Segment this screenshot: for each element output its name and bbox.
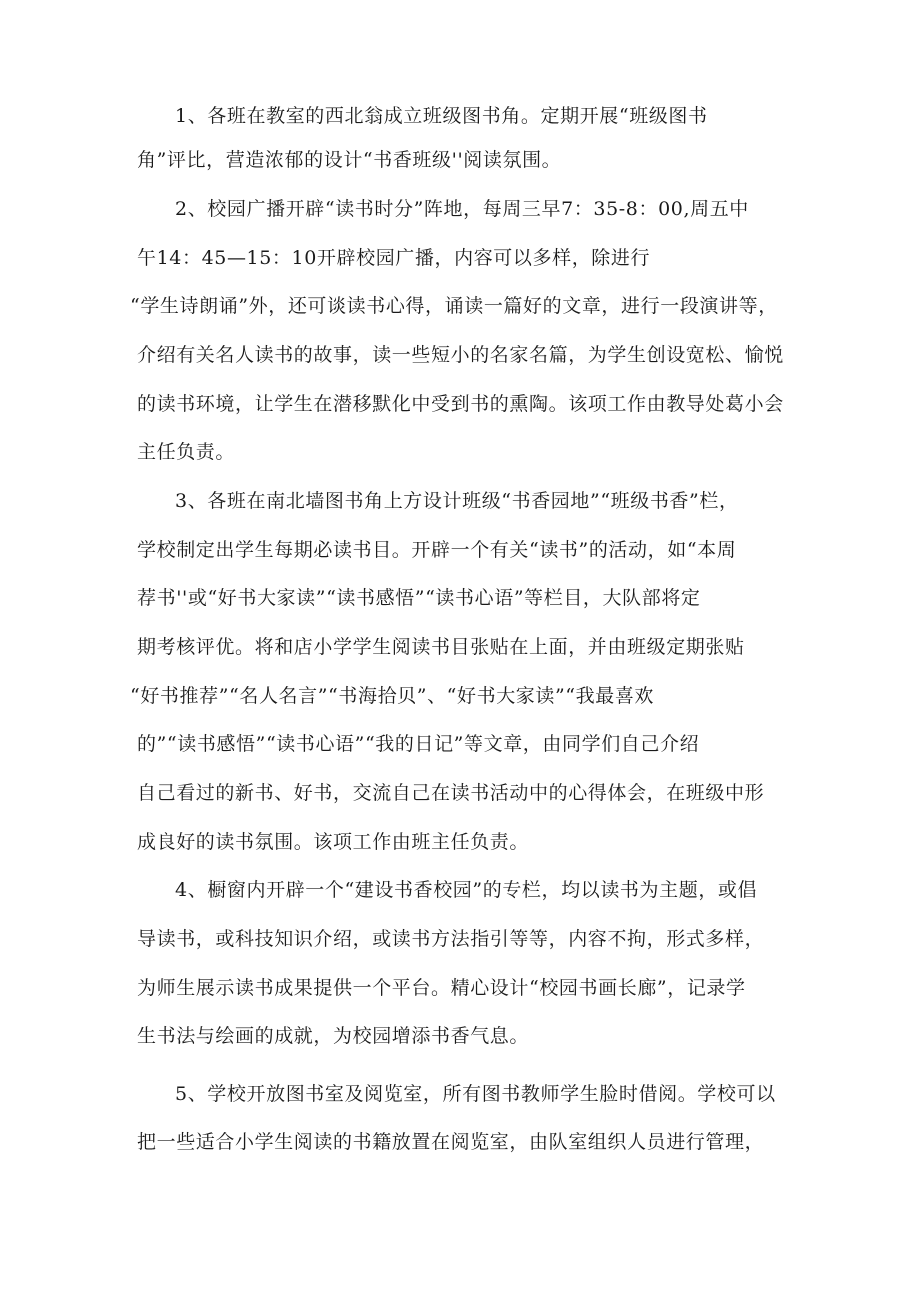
paragraph-3-line-6: 的”“读书感悟”“读书心语”“我的日记”等文章，由同学们自己介绍	[137, 733, 700, 755]
paragraph-2-line-2: 午14：45—15：10开辟校园广播，内容可以多样，除进行	[137, 247, 651, 269]
paragraph-5-line-2: 把一些适合小学生阅读的书籍放置在阅览室，由队室组织人员进行管理，	[137, 1131, 765, 1153]
paragraph-4-line-1: 4、橱窗内开辟一个“建设书香校园”的专栏，均以读书为主题，或倡	[175, 879, 758, 901]
paragraph-2-line-5: 的读书环境，让学生在潜移默化中受到书的熏陶。该项工作由教导处葛小会	[137, 393, 784, 415]
paragraph-3-line-4: 期考核评优。将和店小学学生阅读书目张贴在上面，并由班级定期张贴	[137, 636, 745, 658]
paragraph-3-line-1: 3、各班在南北墙图书角上方设计班级“书香园地”“班级书香”栏，	[175, 490, 739, 512]
paragraph-3-line-5: “好书推荐”“名人名言”“书海拾贝”、“好书大家读”“我最喜欢	[130, 685, 655, 707]
paragraph-3-line-7: 自己看过的新书、好书，交流自己在读书活动中的心得体会，在班级中形	[137, 782, 765, 804]
paragraph-4-line-2: 导读书，或科技知识介绍，或读书方法指引等等，内容不拘，形式多样，	[137, 928, 765, 950]
paragraph-2-line-1: 2、校园广播开辟“读书时分”阵地，每周三早7：35-8：00,周五中	[175, 198, 749, 220]
paragraph-4-line-4: 生书法与绘画的成就，为校园增添书香气息。	[137, 1025, 530, 1047]
paragraph-2-line-4: 介绍有关名人读书的故事，读一些短小的名家名篇，为学生创设宽松、愉悦	[137, 344, 784, 366]
paragraph-2-line-3: “学生诗朗诵”外，还可谈读书心得，诵读一篇好的文章，进行一段演讲等，	[130, 295, 778, 317]
paragraph-2-line-6: 主任负责。	[137, 441, 236, 463]
paragraph-4-line-3: 为师生展示读书成果提供一个平台。精心设计“校园书画长廊”，记录学	[137, 977, 746, 999]
paragraph-3-line-2: 学校制定出学生每期必读书目。开辟一个有关“读书”的活动，如“本周	[137, 539, 737, 561]
paragraph-3-line-8: 成良好的读书氛围。该项工作由班主任负责。	[137, 831, 530, 853]
paragraph-3-line-3: 荐书''或“好书大家读”“读书感悟”“读书心语”等栏目，大队部将定	[137, 587, 701, 609]
paragraph-1-line-1: 1、各班在教室的西北翁成立班级图书角。定期开展“班级图书	[175, 105, 708, 127]
paragraph-5-line-1: 5、学校开放图书室及阅览室，所有图书教师学生脸时借阅。学校可以	[175, 1083, 776, 1105]
paragraph-1-line-2: 角”评比，营造浓郁的设计“书香班级''阅读氛围。	[137, 149, 562, 171]
